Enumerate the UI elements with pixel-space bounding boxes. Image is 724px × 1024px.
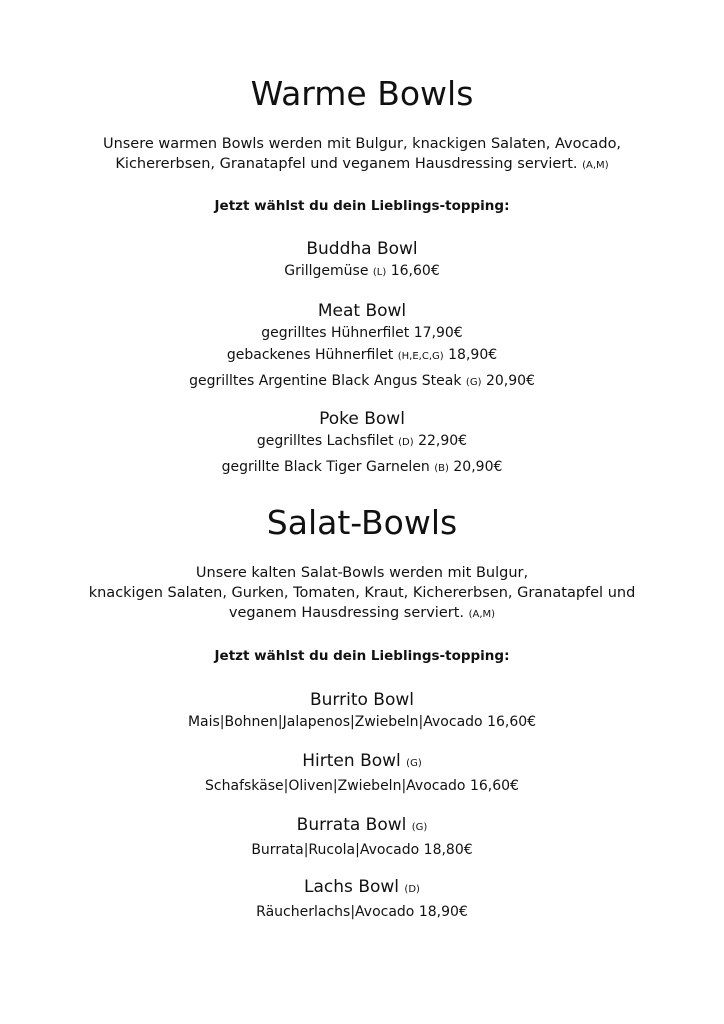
item-name: Poke Bowl [319, 409, 405, 429]
option-price: 20,90€ [453, 459, 503, 475]
item-option [0, 322, 724, 344]
option-text: gegrilltes Argentine Black Angus Steak [189, 373, 462, 389]
option-text: gebackenes Hühnerfilet [226, 347, 394, 363]
warm-intro-line2-text: Kichererbsen, Granatapfel und veganem Hausdressing serviert. [115, 156, 578, 172]
menu-item-hirten-bowl [0, 750, 724, 797]
warm-bowls-title: Warme Bowls [250, 74, 474, 113]
warm-intro-line1: Unsere warmen Bowls werden mit Bulgur, knackigen Salaten, Avocado, [102, 136, 622, 152]
item-name: Hirten Bowl [302, 751, 401, 771]
item-option [0, 430, 724, 454]
option-allergen: (B) [434, 463, 449, 474]
menu-item-lachs-bowl [0, 876, 724, 923]
item-option [0, 344, 724, 368]
item-option [0, 839, 724, 861]
item-allergen: (D) [404, 884, 420, 895]
menu-item-meat-bowl [0, 300, 724, 394]
option-allergen: (D) [398, 437, 414, 448]
item-option [0, 901, 724, 923]
salat-intro-line2: knackigen Salaten, Gurken, Tomaten, Kraut, Kichererbsen, Granatapfel und [88, 585, 636, 601]
item-option [0, 456, 724, 480]
salat-topping-prompt: Jetzt wählst du dein Lieblings-topping: [214, 648, 510, 664]
option-text: gegrillte Black Tiger Garnelen [221, 459, 430, 475]
option-price: 16,60€ [469, 778, 519, 794]
menu-item-poke-bowl [0, 408, 724, 480]
option-price: 17,90€ [413, 325, 463, 341]
option-price: 16,60€ [390, 263, 440, 279]
item-allergen: (G) [406, 758, 422, 769]
option-text: Räucherlachs|Avocado [256, 904, 415, 920]
item-name: Meat Bowl [317, 301, 407, 321]
option-allergen: (G) [465, 377, 482, 388]
item-name: Burrata Bowl [296, 815, 407, 835]
warm-intro-line2 [0, 154, 724, 176]
item-name: Burrito Bowl [309, 690, 414, 710]
option-text: Schafskäse|Oliven|Zwiebeln|Avocado [205, 778, 466, 794]
item-name-row [0, 876, 724, 901]
warm-topping-prompt: Jetzt wählst du dein Lieblings-topping: [214, 198, 510, 214]
warm-intro [0, 134, 724, 176]
option-text: Mais|Bohnen|Jalapenos|Zwiebeln|Avocado [187, 714, 483, 730]
salat-intro-line1: Unsere kalten Salat-Bowls werden mit Bulgur, [195, 565, 529, 581]
menu-item-burrito-bowl [0, 689, 724, 733]
warm-intro-allergens: (A,M) [582, 160, 609, 171]
salat-intro-line3-text: veganem Hausdressing serviert. [228, 605, 465, 621]
salat-intro-line3 [0, 603, 724, 625]
item-name-row [0, 750, 724, 775]
menu-item-buddha-bowl [0, 238, 724, 284]
salat-intro [0, 563, 724, 625]
option-price: 16,60€ [487, 714, 537, 730]
item-option [0, 711, 724, 733]
option-price: 18,90€ [418, 904, 468, 920]
item-name-row [0, 814, 724, 839]
option-allergen: (L) [372, 267, 387, 278]
item-name: Buddha Bowl [306, 239, 418, 259]
menu-item-burrata-bowl [0, 814, 724, 861]
option-text: gegrilltes Hühnerfilet [261, 325, 410, 341]
option-price: 20,90€ [485, 373, 535, 389]
item-name: Lachs Bowl [304, 877, 400, 897]
salat-bowls-title: Salat-Bowls [266, 503, 458, 542]
item-option [0, 775, 724, 797]
item-option [0, 370, 724, 394]
option-text: gegrilltes Lachsfilet [256, 433, 394, 449]
option-text: Burrata|Rucola|Avocado [251, 842, 420, 858]
option-allergen: (H,E,C,G) [397, 351, 444, 362]
salat-intro-allergens: (A,M) [468, 609, 496, 620]
option-price: 22,90€ [418, 433, 468, 449]
option-price: 18,90€ [448, 347, 498, 363]
item-allergen: (G) [411, 822, 428, 833]
item-option [0, 260, 724, 284]
option-text: Grillgemüse [284, 263, 369, 279]
option-price: 18,80€ [423, 842, 473, 858]
